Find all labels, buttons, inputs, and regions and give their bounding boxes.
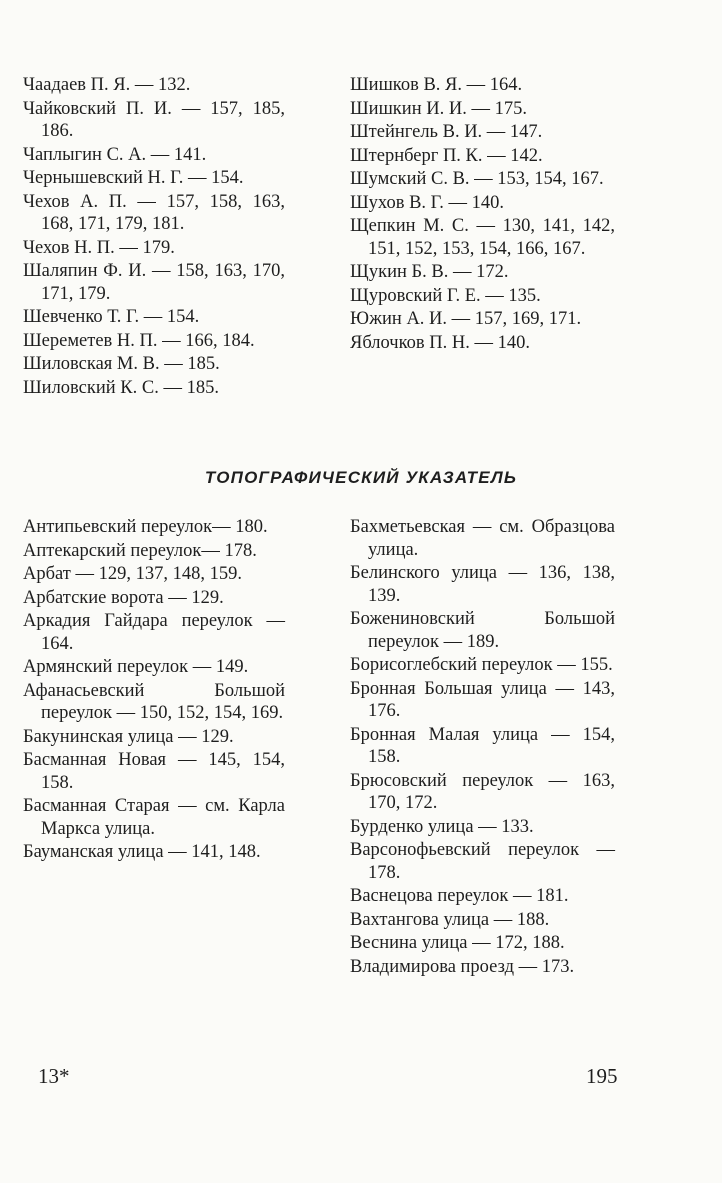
index-entry: Чернышевский Н. Г. — 154. [23,168,244,188]
index-entry: Вахтангова улица — 188. [350,909,550,930]
index-entry: Чехов Н. П. — 179. [23,237,175,258]
index-entry: Аркадия Гайдара переулок — 164. [23,611,285,654]
index-entry: Веснина улица — 172, 188. [350,933,565,953]
index-entry: Щукин Б. В. — 172. [350,262,509,282]
index-entry: Яблочков П. Н. — 140. [350,332,530,353]
index-entry: Чехов А. П. — 157, 158, 163, 168, 171, 179, 181. [23,191,285,234]
index-entry: Арбатские ворота — 129. [23,587,224,608]
index-entry: Чайковский П. И. — 157, 185, 186. [23,98,285,141]
index-entry: Васнецова переулок — 181. [350,886,569,906]
index-entry: Божениновский Большой переулок — 189. [350,609,615,652]
index-entry: Арбат — 129, 137, 148, 159. [23,564,242,584]
printer-signature: 13* [38,1064,70,1088]
index-entry: Бронная Малая улица — 154, 158. [350,724,615,767]
index-entry: Басманная Новая — 145, 154, 158. [23,750,285,793]
index-entry: Аптекарский переулок— 178. [23,540,257,561]
name-index-left-column [23,74,285,400]
index-entry: Южин А. И. — 157, 169, 171. [350,309,582,329]
index-entry: Шишкин И. И. — 175. [350,98,527,119]
index-entry: Шаляпин Ф. И. — 158, 163, 170, 171, 179. [23,261,285,304]
index-entry: Щепкин М. С. — 130, 141, 142, 151, 152, 153, 154, 166, 167. [350,216,615,259]
index-entry: Белинского улица — 136, 138, 139. [350,563,615,606]
index-entry: Щуровский Г. Е. — 135. [350,285,541,306]
index-entry: Шумский С. В. — 153, 154, 167. [350,169,604,189]
index-entry: Шиловская М. В. — 185. [23,354,220,374]
index-entry: Штейнгель В. И. — 147. [350,122,543,142]
index-entry: Шухов В. Г. — 140. [350,192,505,213]
index-entry: Армянский переулок — 149. [23,657,249,677]
section-title: ТОПОГРАФИЧЕСКИЙ УКАЗАТЕЛЬ [204,468,518,487]
index-entry: Варсонофьевский переулок — 178. [350,840,615,883]
index-entry: Чаплыгин С. А. — 141. [23,144,207,165]
page-number: 195 [586,1064,618,1088]
index-entry: Штернберг П. К. — 142. [350,145,543,166]
topographic-index-right-column [350,516,615,979]
index-entry: Бахметьевская — см. Образцова улица. [350,517,615,560]
index-entry: Борисоглебский переулок — 155. [350,655,613,675]
index-entry: Брюсовский переулок — 163, 170, 172. [350,770,615,813]
index-entry: Чаадаев П. Я. — 132. [23,75,191,95]
index-entry: Шишков В. Я. — 164. [350,75,523,95]
index-entry: Бакунинская улица — 129. [23,726,234,747]
index-entry: Антипьевский переулок— 180. [23,517,268,537]
name-index-right-column [350,74,615,355]
index-entry: Бурденко улица — 133. [350,816,534,837]
index-entry: Бауманская улица — 141, 148. [23,842,261,862]
index-entry: Басманная Старая — см. Карла Маркса улица. [23,796,285,839]
index-entry: Владимирова проезд — 173. [350,956,575,977]
index-entry: Шереметев Н. П. — 166, 184. [23,330,255,351]
topographic-index-left-column [23,516,285,865]
index-entry: Шиловский К. С. — 185. [23,377,219,398]
index-entry: Афанасьевский Большой переулок — 150, 152, 154, 169. [23,680,285,723]
index-entry: Шевченко Т. Г. — 154. [23,307,200,327]
index-entry: Бронная Большая улица — 143, 176. [350,678,615,721]
